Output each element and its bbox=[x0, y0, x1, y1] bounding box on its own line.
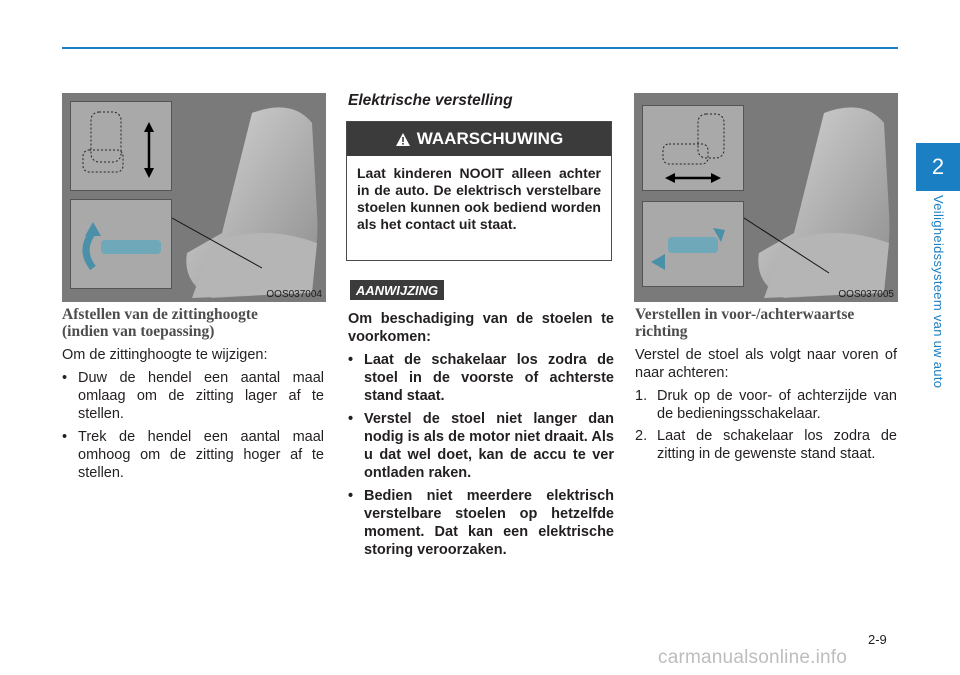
note-bullet: • Verstel de stoel niet langer dan nodig is als de motor niet draait. Als u dat wel doet, kan de accu te ver ontladen raken. bbox=[348, 411, 614, 481]
seat-height-figure bbox=[62, 93, 326, 302]
note-bullet: • Laat de schakelaar los zodra de stoel in de voorste of achterste stand staat. bbox=[348, 352, 614, 404]
top-rule bbox=[62, 47, 898, 49]
note-bullet-text: Verstel de stoel niet langer dan nodig is als de motor niet draait. Als u dat wel doet, kan de accu te ver ontladen raken. bbox=[364, 411, 614, 481]
seat-outline-icon bbox=[71, 102, 171, 190]
chapter-tab[interactable] bbox=[916, 143, 960, 191]
note-bullet-text: Bedien niet meerdere elektrisch verstelbare stoelen op hetzelfde moment. Dat kan een elektrische storing veroorzaken. bbox=[364, 488, 614, 558]
note-intro: Om beschadiging van de stoelen te voorkomen: bbox=[348, 311, 614, 345]
figure-code: OOS037004 bbox=[266, 289, 322, 300]
right-intro: Verstel de stoel als volgt naar voren of naar achteren: bbox=[635, 347, 897, 381]
left-bullet: • Duw de hendel een aantal maal omlaag om de zitting lager af te stellen. bbox=[62, 370, 324, 422]
warning-header bbox=[347, 122, 611, 156]
note-bullet-text: Laat de schakelaar los zodra de stoel in de voorste of achterste stand staat. bbox=[364, 352, 614, 404]
warning-box bbox=[346, 121, 612, 261]
warning-triangle-icon bbox=[395, 132, 411, 147]
note-bullet: • Bedien niet meerdere elektrisch verstelbare stoelen op hetzelfde moment. Dat kan een elektrische storing veroorzaken. bbox=[348, 488, 614, 558]
right-body bbox=[635, 346, 897, 467]
step-number: 1. bbox=[635, 388, 648, 404]
seat-slide-inset bbox=[642, 105, 744, 191]
step-item bbox=[635, 427, 897, 463]
seat-height-inset bbox=[70, 101, 172, 191]
lever-arrow-icon bbox=[71, 200, 171, 288]
left-bullet-text: Trek de hendel een aantal maal omhoog om de zitting hoger af te stellen. bbox=[78, 429, 324, 481]
seat-outline-icon bbox=[643, 106, 743, 190]
seat-slide-figure bbox=[634, 93, 898, 302]
note-tag: AANWIJZING bbox=[350, 280, 444, 300]
watermark: carmanualsonline.info bbox=[658, 647, 848, 668]
warning-text: Laat kinderen NOOIT alleen achter in de auto. De elektrisch verstelbare stoelen kunnen ook bediend worden als het contact uit staat. bbox=[357, 165, 601, 232]
lever-inset bbox=[70, 199, 172, 289]
step-number: 2. bbox=[635, 428, 648, 444]
left-intro: Om de zittinghoogte te wijzigen: bbox=[62, 347, 268, 363]
step-text: Druk op de voor- of achterzijde van de bedieningsschakelaar. bbox=[657, 388, 897, 422]
switch-arrow-icon bbox=[643, 202, 743, 286]
warning-title: WAARSCHUWING bbox=[416, 129, 564, 148]
chapter-title-text: Veiligheidssysteem van uw auto bbox=[931, 195, 946, 389]
left-heading: Afstellen van de zittinghoogte (indien van toepassing) bbox=[62, 306, 258, 340]
note-body bbox=[348, 310, 614, 564]
left-bullet: • Trek de hendel een aantal maal omhoog om de zitting hoger af te stellen. bbox=[62, 429, 324, 481]
left-body bbox=[62, 346, 324, 487]
step-text: Laat de schakelaar los zodra de zitting in de gewenste stand staat. bbox=[657, 428, 897, 462]
switch-inset bbox=[642, 201, 744, 287]
page-number: 2-9 bbox=[868, 632, 887, 647]
left-bullet-text: Duw de hendel een aantal maal omlaag om de zitting lager af te stellen. bbox=[78, 370, 324, 422]
right-heading: Verstellen in voor-/achterwaartse richting bbox=[635, 306, 855, 340]
chapter-number: 2 bbox=[931, 154, 945, 179]
middle-heading: Elektrische verstelling bbox=[348, 92, 513, 109]
figure-code: OOS037005 bbox=[838, 289, 894, 300]
step-item bbox=[635, 387, 897, 423]
